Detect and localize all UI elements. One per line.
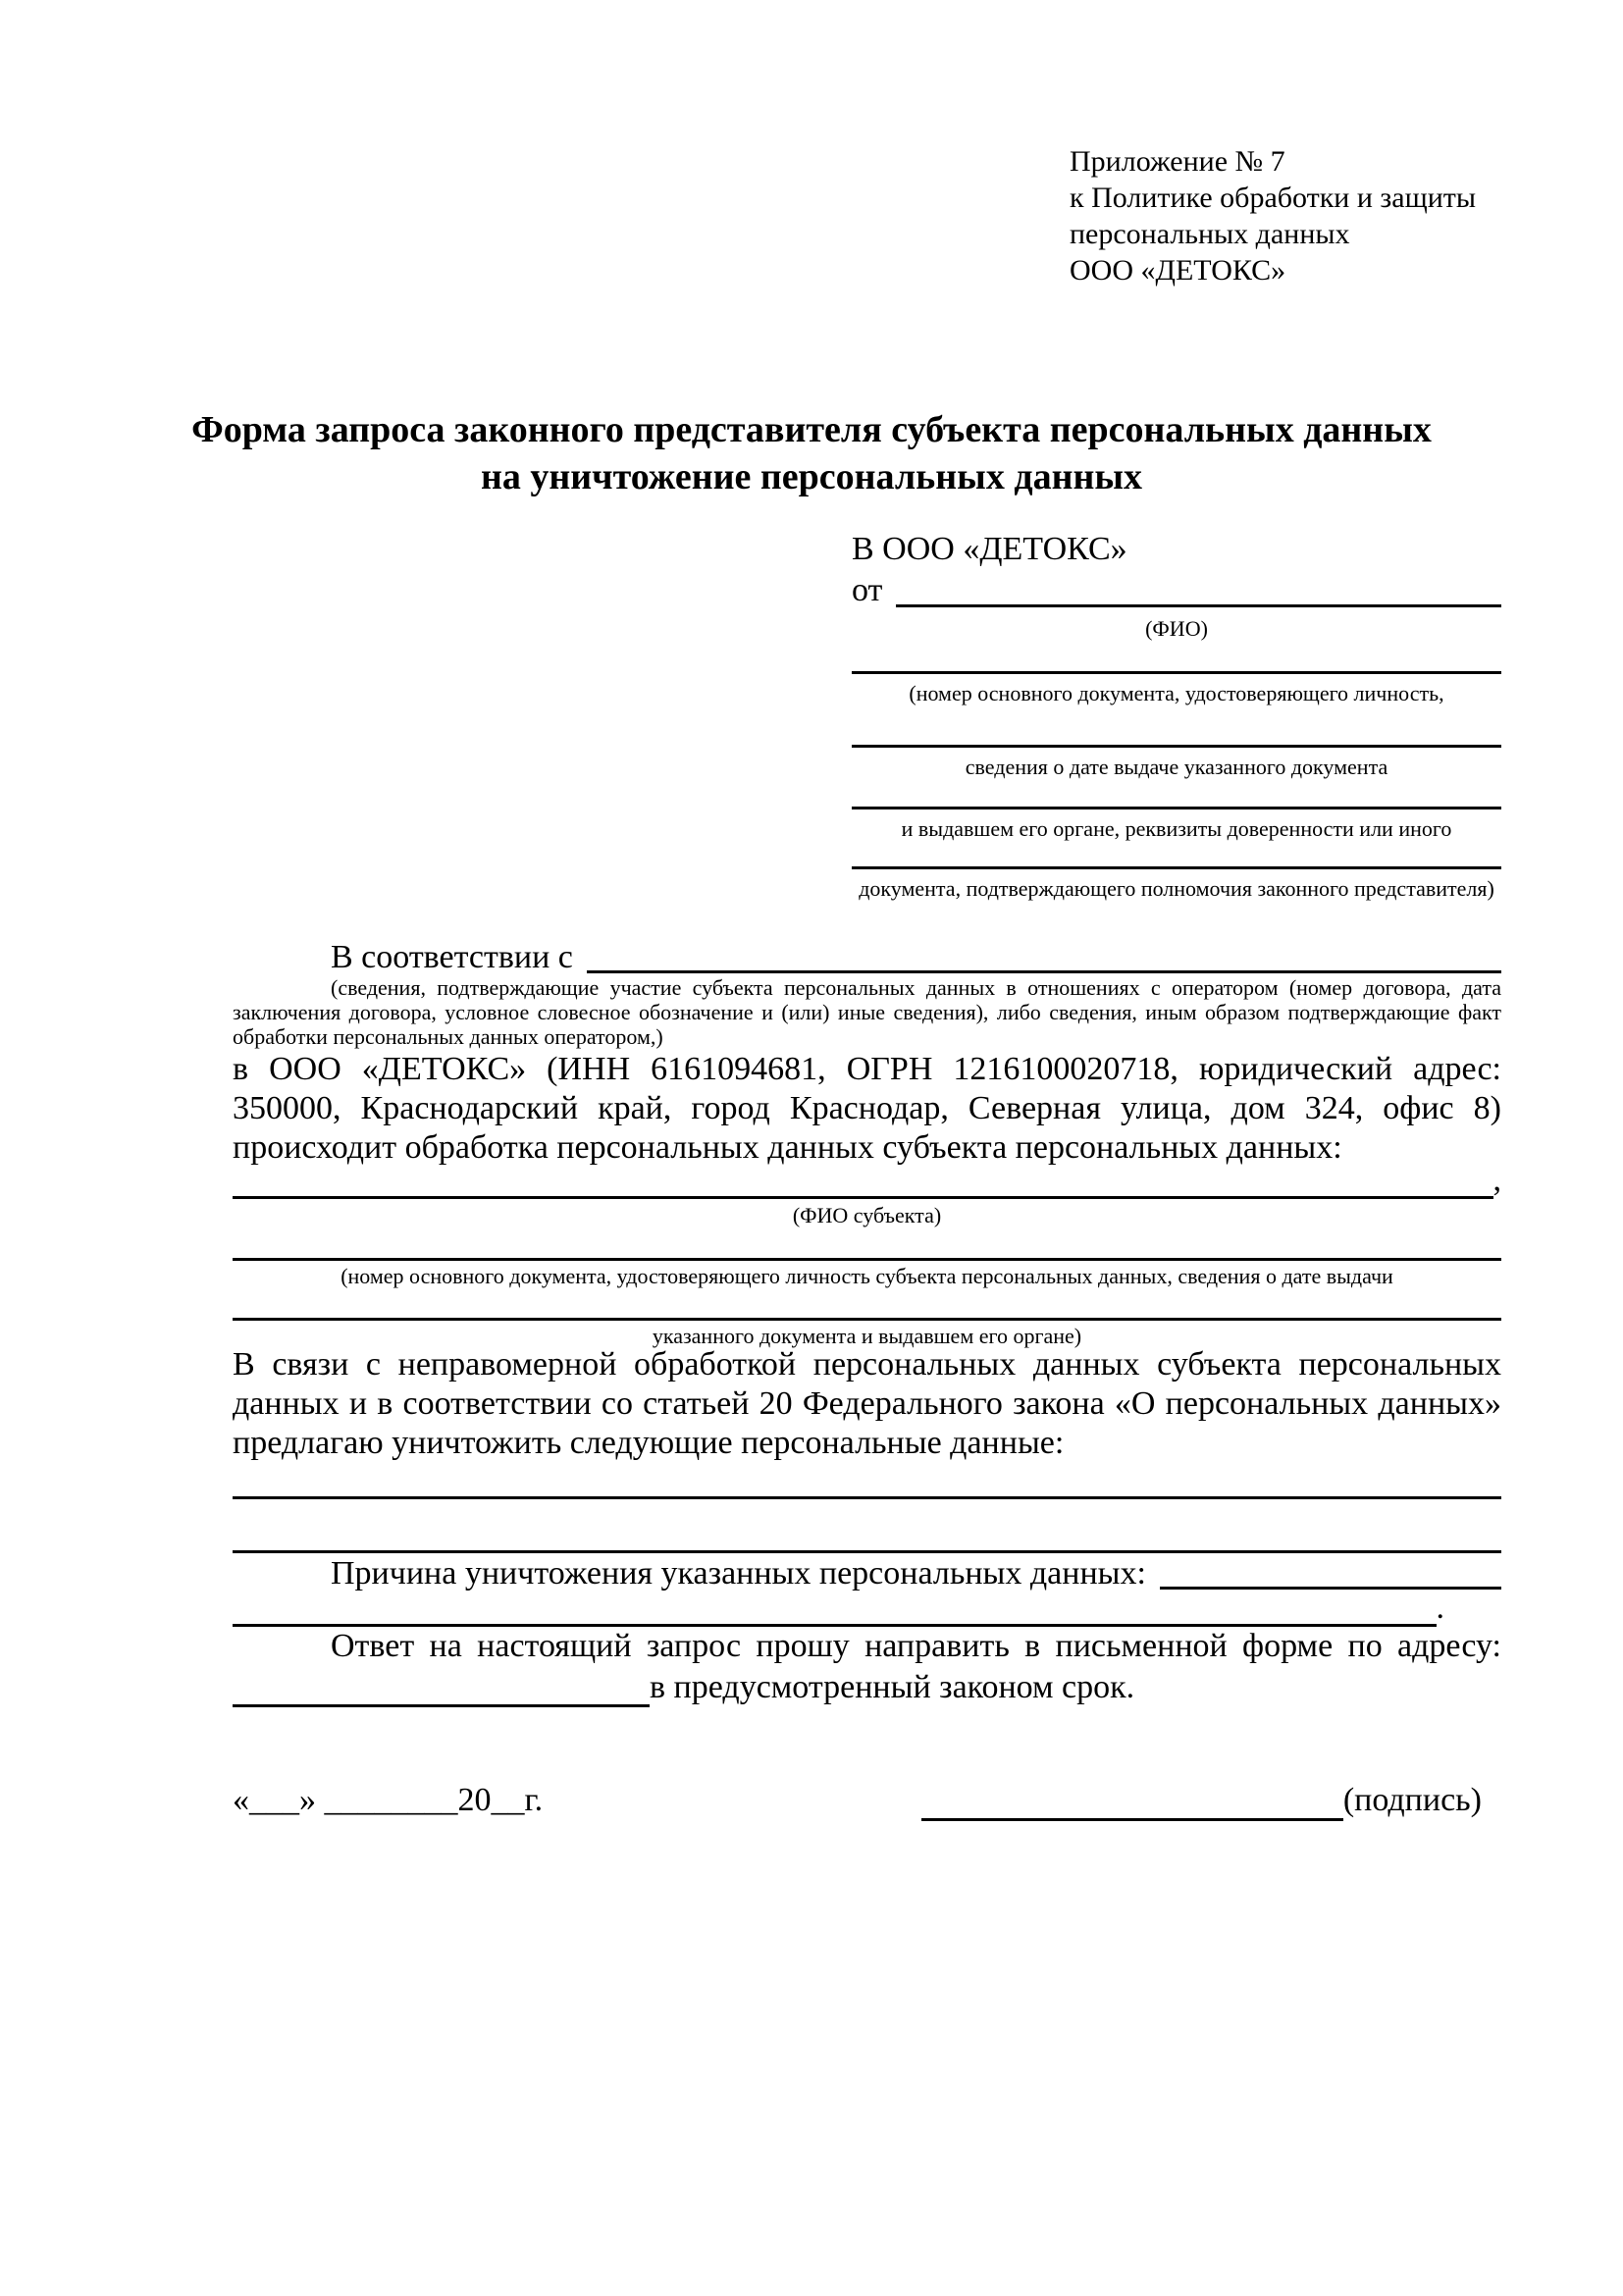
fill-line-issue-date — [852, 745, 1501, 748]
reason-row-2 — [233, 1590, 1501, 1627]
fill-line-fio — [896, 575, 1501, 607]
appendix-note — [1070, 143, 1599, 288]
fill-line-document-number — [852, 671, 1501, 674]
fill-line-data-to-destroy-2 — [233, 1526, 1501, 1553]
subject-document-caption-1: (номер основного документа, удостоверяющего личность субъекта персональных данных, сведения о дате выдачи — [340, 1264, 1393, 1288]
document-number-caption: (номер основного документа, удостоверяющего личность, — [909, 681, 1444, 705]
subject-fio-caption: (ФИО субъекта) — [792, 1203, 942, 1227]
document-title — [157, 406, 1466, 500]
fill-line-data-to-destroy-1 — [233, 1471, 1501, 1499]
addressee-block — [852, 530, 1501, 902]
fio-caption: (ФИО) — [1145, 616, 1208, 641]
date-blank: «___» ________20__г. — [233, 1782, 544, 1818]
fill-line-reason-2 — [233, 1594, 1437, 1627]
appendix-note-line: к Политике обработки и защиты — [1070, 182, 1477, 214]
law-basis-caption: (сведения, подтверждающие участие субъекта персональных данных в отношениях с оператором (номер договора, дата заключения договора, условное словесное обозначение и (или) иные сведения), либо сведения, иным образом подтверждающие факт обработки персональных данных оператором,) — [233, 975, 1501, 1049]
issue-date-caption: сведения о дате выдаче указанного документа — [965, 755, 1388, 779]
fill-line-signature — [921, 1789, 1343, 1821]
fill-line-subject-fio — [233, 1169, 1493, 1199]
claim-paragraph: В связи с неправомерной обработкой персональных данных субъекта персональных данных и в соответствии со статьей 20 Федерального закона «О персональных данных» предлагаю уничтожить следующие персональные данные: — [233, 1346, 1501, 1461]
appendix-note-line: персональных данных — [1070, 218, 1350, 250]
appendix-note-line: Приложение № 7 — [1070, 145, 1285, 178]
response-request-line2 — [233, 1668, 1501, 1707]
law-basis-row — [233, 938, 1501, 977]
fill-line-reason — [1160, 1557, 1501, 1590]
subject-fio-row — [233, 1162, 1501, 1199]
issuing-authority-caption: и выдавшем его органе, реквизиты доверенности или иного — [901, 816, 1452, 841]
signature-caption: (подпись) — [1342, 1782, 1482, 1818]
fill-line-response-address — [233, 1675, 650, 1707]
trailing-comma: , — [1492, 1162, 1501, 1198]
appendix-note-line: ООО «ДЕТОКС» — [1070, 254, 1286, 287]
from-label: от — [852, 572, 883, 608]
reason-label: Причина уничтожения указанных персональных данных: — [331, 1555, 1146, 1592]
fill-line-issuing-authority — [852, 807, 1501, 809]
response-request-line1: Ответ на настоящий запрос прошу направить в письменной форме по адресу: — [331, 1628, 1501, 1664]
law-basis-lead: В соответствии с — [331, 939, 573, 975]
document-title-line1: Форма запроса законного представителя субъекта персональных данных — [191, 409, 1432, 450]
fill-line-subject-document — [233, 1234, 1501, 1261]
document-title-line2: на уничтожение персональных данных — [480, 456, 1143, 497]
reason-row — [233, 1554, 1501, 1593]
fill-line-subject-document-2 — [233, 1294, 1501, 1321]
authority-document-caption: документа, подтверждающего полномочия законного представителя) — [859, 876, 1494, 901]
signature-group — [921, 1780, 1482, 1821]
footer-row — [233, 1780, 1501, 1821]
operator-paragraph: в ООО «ДЕТОКС» (ИНН 6161094681, ОГРН 1216100020718, юридический адрес: 350000, Краснодарский край, город Краснодар, Северная улица, дом 324, офис 8) происходит обработка персональных данных субъекта персональных данных: — [233, 1051, 1501, 1166]
response-request-line2-text: в предусмотренный законом срок. — [650, 1669, 1135, 1705]
fill-line-authority-document — [852, 866, 1501, 869]
fill-line-law-basis — [587, 941, 1501, 973]
addressee-from-row — [852, 571, 1501, 610]
trailing-period: . — [1436, 1590, 1444, 1626]
subject-document-caption-2: указанного документа и выдавшем его органе) — [652, 1324, 1082, 1348]
addressee-to: В ООО «ДЕТОКС» — [852, 531, 1127, 567]
